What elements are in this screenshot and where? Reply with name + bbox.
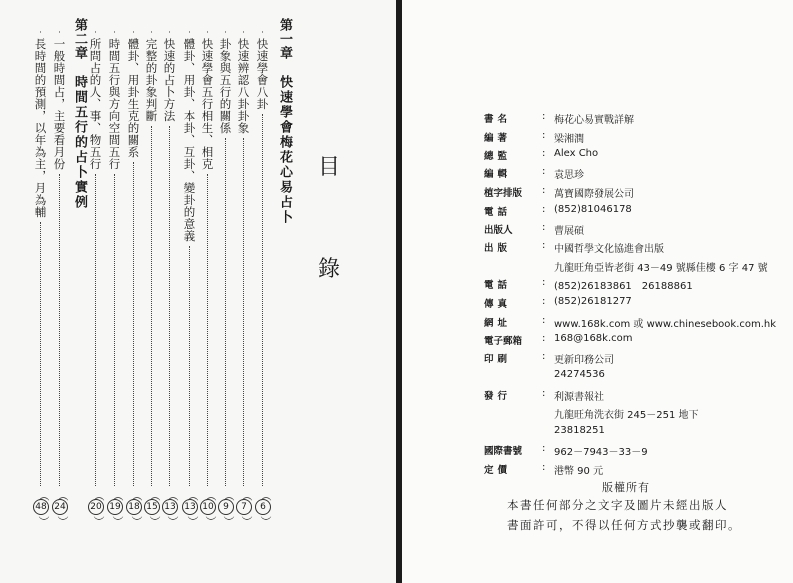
colophon-value: 袁思珍	[554, 170, 584, 181]
colophon-colon: :	[542, 130, 546, 141]
chapter1-entry-label[interactable]: 所問占的人、事、物五行	[88, 38, 103, 170]
colophon-label: 傳真	[484, 299, 512, 310]
colophon-label: 印刷	[484, 354, 512, 365]
colophon-value: 168@168k.com	[554, 333, 633, 344]
colophon-value: (852)81046178	[554, 204, 632, 215]
colophon-row	[402, 166, 793, 182]
colophon-label: 定價	[484, 465, 512, 476]
colophon-colon: :	[542, 222, 546, 233]
colophon-row	[402, 204, 793, 220]
chapter1-entry-label[interactable]: 體卦、用卦、本卦、互卦、變卦的意義	[182, 38, 197, 242]
paren-close: ︶	[37, 516, 50, 527]
colophon-colon: :	[542, 277, 546, 288]
colophon-value: 中國哲學文化協進會出版	[554, 244, 664, 255]
paren-open: ︵	[92, 490, 105, 501]
colophon-colon: :	[542, 111, 546, 122]
bullet-dot: ·	[147, 28, 156, 38]
colophon-colon: :	[542, 462, 546, 473]
colophon-value: 962－7943－33－9	[554, 447, 648, 458]
colophon-value: 梅花心易實戰詳解	[554, 115, 634, 126]
colophon-label: 出版	[484, 243, 512, 254]
paren-close: ︶	[130, 516, 143, 527]
paren-close: ︶	[92, 516, 105, 527]
colophon-label: 出版人	[484, 225, 513, 236]
colophon-value: 九龍旺角洗衣街 245－251 地下	[554, 410, 699, 421]
paren-close: ︶	[56, 516, 69, 527]
paren-open: ︵	[240, 490, 253, 501]
colophon-row	[402, 296, 793, 312]
rights-line-1: 本書任何部分之文字及圖片未經出版人	[507, 498, 728, 512]
rights-line-2: 書面許可，不得以任何方式抄襲或翻印。	[507, 518, 741, 532]
bullet-dot: ·	[185, 28, 194, 38]
colophon-label: 植字排版	[484, 188, 523, 199]
colophon-label: 網址	[484, 318, 512, 329]
colophon-value: 23818251	[554, 425, 605, 436]
colophon-row	[402, 148, 793, 164]
colophon-label: 總監	[484, 151, 512, 162]
leader-dots	[169, 126, 170, 486]
page-number: 15	[144, 499, 160, 515]
paren-close: ︶	[222, 516, 235, 527]
paren-open: ︵	[204, 490, 217, 501]
chapter2-entry-label[interactable]: 長時間的預測，以年為主，月為輔	[33, 38, 48, 218]
page-number: 20	[88, 499, 104, 515]
bullet-dot: ·	[221, 28, 230, 38]
bullet-dot: ·	[165, 28, 174, 38]
leader-dots	[59, 174, 60, 486]
chapter1-entry-label[interactable]: 快速的占卜方法	[162, 38, 177, 122]
chapter1-entry-label[interactable]: 體卦、用卦生克的關系	[126, 38, 141, 158]
colophon-colon: :	[542, 388, 546, 399]
colophon-label: 書名	[484, 114, 512, 125]
paren-close: ︶	[240, 516, 253, 527]
colophon-value: 九龍旺角亞皆老街 43－49 號縣佳樓 6 字 47 號	[554, 263, 768, 274]
bullet-dot: ·	[203, 28, 212, 38]
colophon-row	[402, 333, 793, 349]
colophon-row	[402, 222, 793, 238]
colophon-row	[402, 462, 793, 478]
chapter1-heading: 第一章	[277, 18, 292, 60]
chapter1-entry-label[interactable]: 完整的卦象判斷	[144, 38, 159, 122]
colophon-value: (852)26181277	[554, 296, 632, 307]
colophon-label: 電話	[484, 280, 512, 291]
page-number: 18	[126, 499, 142, 515]
colophon-value: www.168k.com 或 www.chinesebook.com.hk	[554, 319, 777, 330]
colophon-row	[402, 351, 793, 367]
colophon-colon: :	[542, 333, 546, 344]
colophon-colon: :	[542, 315, 546, 326]
paren-open: ︵	[37, 490, 50, 501]
colophon-label: 編輯	[484, 169, 512, 180]
colophon-value: 曹展碩	[554, 226, 584, 237]
colophon-row	[402, 315, 793, 331]
bullet-dot: ·	[239, 28, 248, 38]
page-number: 6	[255, 499, 271, 515]
leader-dots	[207, 174, 208, 486]
page-number: 10	[200, 499, 216, 515]
colophon-colon: :	[542, 296, 546, 307]
colophon-colon: :	[542, 166, 546, 177]
colophon-colon: :	[542, 240, 546, 251]
colophon-row	[402, 259, 793, 275]
bullet-dot: ·	[258, 28, 267, 38]
colophon-row	[402, 443, 793, 459]
paren-open: ︵	[111, 490, 124, 501]
colophon-row	[402, 111, 793, 127]
bullet-dot: ·	[55, 28, 64, 38]
colophon-value: Alex Cho	[554, 148, 599, 159]
page-number: 48	[33, 499, 49, 515]
paren-close: ︶	[204, 516, 217, 527]
chapter1-entry-label[interactable]: 快速學會五行相生、相克	[200, 38, 215, 170]
colophon-value: 港幣 90 元	[554, 466, 604, 477]
colophon-row	[402, 425, 793, 441]
chapter1-entry-label[interactable]: 快速學會八卦	[255, 38, 270, 110]
page-number: 24	[52, 499, 68, 515]
chapter2-heading: 第二章	[72, 18, 87, 60]
colophon-row	[402, 369, 793, 385]
page-number: 19	[107, 499, 123, 515]
colophon-label: 電子郵箱	[484, 336, 523, 347]
paren-close: ︶	[166, 516, 179, 527]
colophon-label: 編著	[484, 133, 512, 144]
colophon-row	[402, 130, 793, 146]
colophon-value: 萬寶國際發展公司	[554, 189, 634, 200]
chapter1-title: 快速學會梅花心易占卜	[277, 75, 292, 225]
rights-title: 版權所有	[602, 481, 650, 494]
chapter1-entry-label[interactable]: 快速辨認八卦卦象	[236, 38, 251, 134]
toc-title-char-2: 錄	[318, 257, 341, 282]
colophon-row	[402, 388, 793, 404]
leader-dots	[243, 138, 244, 486]
paren-open: ︵	[259, 490, 272, 501]
paren-open: ︵	[166, 490, 179, 501]
colophon-value: 更新印務公司	[554, 355, 614, 366]
leader-dots	[40, 222, 41, 486]
leader-dots	[114, 174, 115, 486]
paren-open: ︵	[186, 490, 199, 501]
paren-open: ︵	[130, 490, 143, 501]
colophon-value: 利源書報社	[554, 392, 604, 403]
colophon-colon: :	[542, 351, 546, 362]
page-number: 7	[236, 499, 252, 515]
paren-close: ︶	[186, 516, 199, 527]
colophon-colon: :	[542, 204, 546, 215]
colophon-colon: :	[542, 185, 546, 196]
chapter1-entry-label[interactable]: 時間五行與方向空間五行	[107, 38, 122, 170]
paren-close: ︶	[148, 516, 161, 527]
colophon-label: 發行	[484, 391, 512, 402]
colophon-row	[402, 185, 793, 201]
chapter1-entry-label[interactable]: 卦象與五行的關係	[218, 38, 233, 134]
paren-open: ︵	[148, 490, 161, 501]
colophon-row	[402, 277, 793, 293]
toc-title-char-1: 目	[318, 155, 341, 180]
bullet-dot: ·	[91, 28, 100, 38]
page-number: 13	[162, 499, 178, 515]
colophon-value: 24274536	[554, 369, 605, 380]
paren-open: ︵	[56, 490, 69, 501]
colophon-colon: :	[542, 443, 546, 454]
colophon-value: 梁湘潤	[554, 134, 584, 145]
leader-dots	[225, 138, 226, 486]
colophon-value: (852)26183861 26188861	[554, 281, 693, 292]
paren-open: ︵	[222, 490, 235, 501]
colophon-row	[402, 406, 793, 422]
paren-close: ︶	[111, 516, 124, 527]
page-number: 9	[218, 499, 234, 515]
leader-dots	[151, 126, 152, 486]
bullet-dot: ·	[110, 28, 119, 38]
chapter2-title: 時間五行的占卜實例	[72, 75, 87, 210]
leader-dots	[262, 114, 263, 486]
leader-dots	[133, 162, 134, 486]
colophon-row	[402, 240, 793, 256]
colophon-label: 電話	[484, 207, 512, 218]
paren-close: ︶	[259, 516, 272, 527]
colophon-colon: :	[542, 148, 546, 159]
chapter2-entry-label[interactable]: 一般時間占，主要看月份	[52, 38, 67, 170]
colophon-label: 國際書號	[484, 446, 523, 457]
bullet-dot: ·	[36, 28, 45, 38]
leader-dots	[95, 174, 96, 486]
page-number: 13	[182, 499, 198, 515]
bullet-dot: ·	[129, 28, 138, 38]
leader-dots	[189, 246, 190, 486]
